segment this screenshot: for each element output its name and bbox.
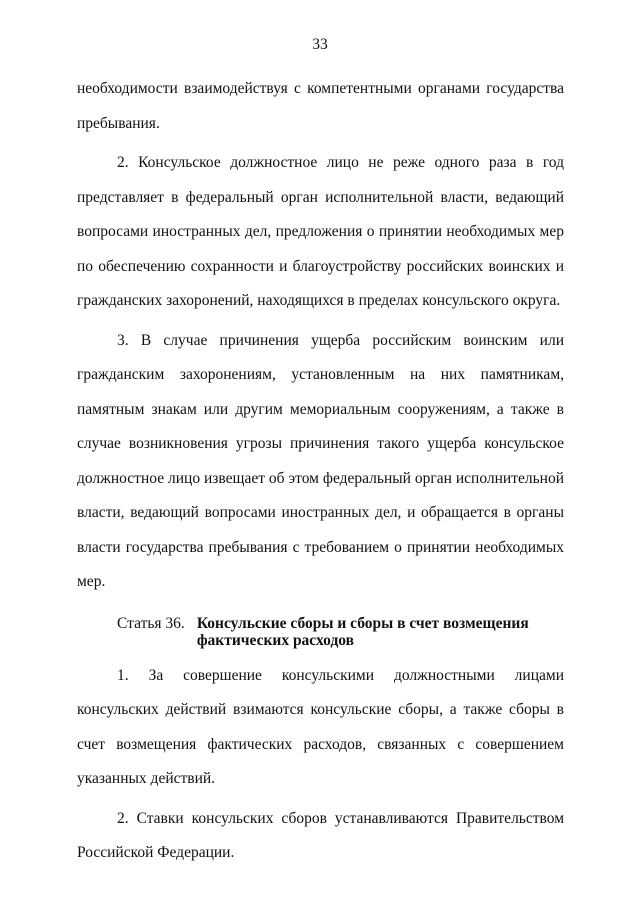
document-body (77, 72, 564, 871)
paragraph-item-2: 2. Консульское должностное лицо не реже одного раза в год представляет в федеральный орган исполнительной власти, ведающий вопросами иностранных дел, предложения о принятии необходимых мер по обеспечению сохранности и благоустройству российских воинских и гражданских захоронений, находящихся в пределах консульского округа. (77, 154, 564, 309)
page-number: 33 (312, 36, 328, 53)
article-heading (77, 615, 564, 649)
paragraph-article-item-1: 1. За совершение консульскими должностными лицами консульских действий взимаются консульские сборы, а также сборы в счет возмещения фактических расходов, связанных с совершением указанных действий. (77, 666, 564, 787)
paragraph-article-item-2: 2. Ставки консульских сборов устанавливаются Правительством Российской Федерации. (77, 809, 564, 861)
article-number: Статья 36. (117, 614, 185, 632)
paragraph-continuation: необходимости взаимодействуя с компетентными органами государства пребывания. (77, 80, 564, 132)
article-title: Консульские сборы и сборы в счет возмещения фактических расходов (196, 614, 529, 649)
paragraph-item-3: 3. В случае причинения ущерба российским воинским или гражданским захоронениям, установленным на них памятникам, памятным знакам или другим мемориальным сооружениям, а также в случае возникновения угрозы причинения такого ущерба консульское должностное лицо извещает об этом федеральный орган исполнительной власти, ведающий вопросами иностранных дел, и обращается в органы власти государства пребывания с требованием о принятии необходимых мер. (77, 331, 564, 590)
